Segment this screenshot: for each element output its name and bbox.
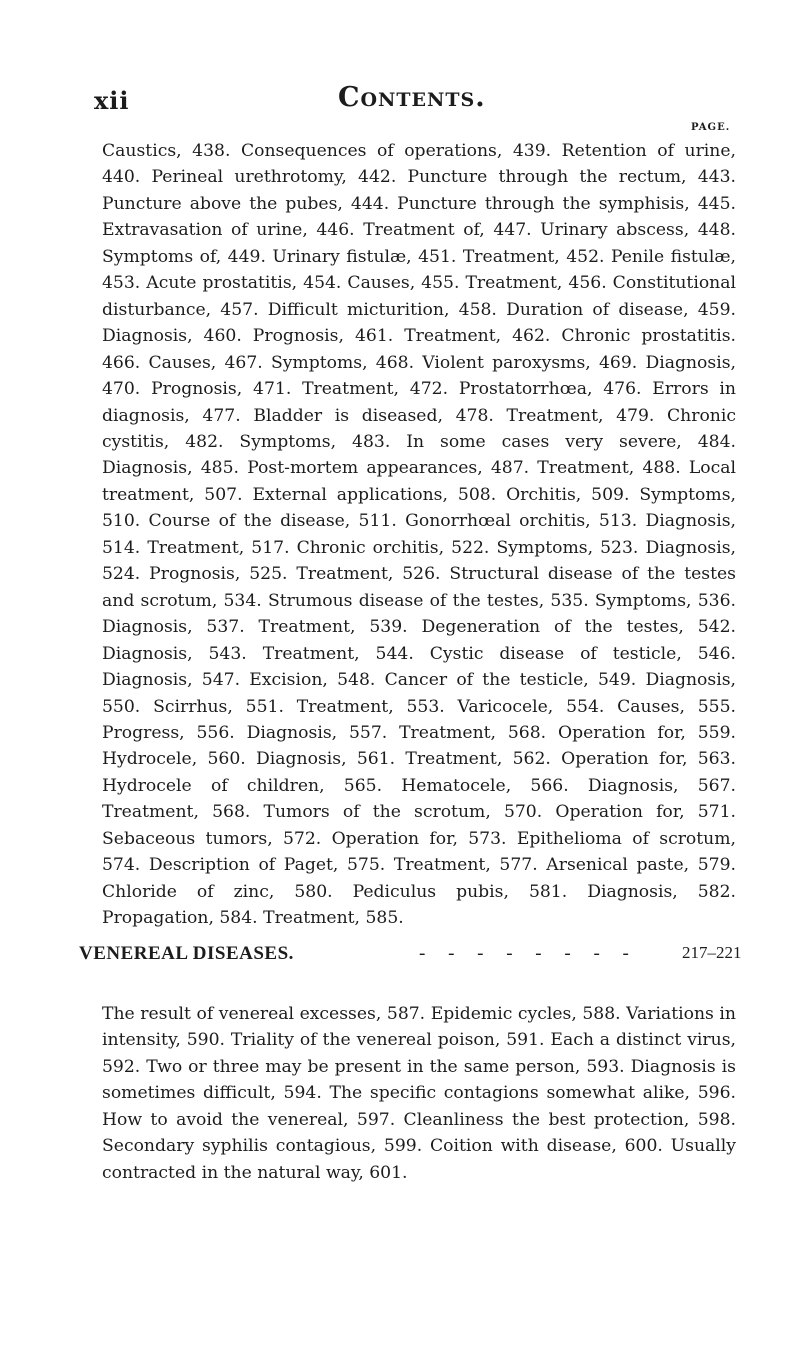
section-leader-dots: - - - - - - - -	[419, 943, 638, 964]
contents-paragraph-1: Caustics, 438. Consequences of operations, 439. Retention of urine, 440. Perineal urethrotomy, 442. Puncture through the rectum, 443. Puncture above the pubes, 444. Puncture through the symphisis, 445. Extravasation of urine, 446. Treatment of, 447. Urinary abscess, 448. Symptoms of, 449. Urinary fistulæ, 451. Treatment, 452. Penile fistulæ, 453. Acute prostatitis, 454. Causes, 455. Treatment, 456. Constitutional disturbance, 457. Difficult micturition, 458. Duration of disease, 459. Diagnosis, 460. Prognosis, 461. Treatment, 462. Chronic prostatitis. 466. Causes, 467. Symptoms, 468. Violent paroxysms, 469. Diagnosis, 470. Prognosis, 471. Treatment, 472. Prostatorrhœa, 476. Errors in diagnosis, 477. Bladder is diseased, 478. Treatment, 479. Chronic cystitis, 482. Symptoms, 483. In some cases very severe, 484. Diagnosis, 485. Post-mortem appearances, 487. Treatment, 488. Local treatment, 507. External applications, 508. Orchitis, 509. Symptoms, 510. Course of the disease, 511. Gonorrhœal orchitis, 513. Diagnosis, 514. Treatment, 517. Chronic orchitis, 522. Symptoms, 523. Diagnosis, 524. Prognosis, 525. Treatment, 526. Structural disease of the testes and scrotum, 534. Strumous disease of the testes, 535. Symptoms, 536. Diagnosis, 537. Treatment, 539. Degeneration of the testes, 542. Diagnosis, 543. Treatment, 544. Cystic disease of testicle, 546. Diagnosis, 547. Excision, 548. Cancer of the testicle, 549. Diagnosis, 550. Scirrhus, 551. Treatment, 553. Varicocele, 554. Causes, 555. Progress, 556. Diagnosis, 557. Treatment, 568. Operation for, 559. Hydrocele, 560. Diagnosis, 561. Treatment, 562. Operation for, 563. Hydrocele of children, 565. Hematocele, 566. Diagnosis, 567. Treatment, 568. Tumors of the scrotum, 570. Operation for, 571. Sebaceous tumors, 572. Operation for, 573. Epithelioma of scrotum, 574. Description of Paget, 575. Treatment, 577. Arsenical paste, 579. Chloride of zinc, 580. Pediculus pubis, 581. Diagnosis, 582. Propagation, 584. Treatment, 585.	[102, 141, 736, 929]
page-column-label: PAGE.	[691, 122, 731, 133]
section-page-range: 217–221	[682, 943, 742, 962]
page-folio: xii	[94, 86, 130, 115]
page-header	[0, 78, 801, 118]
contents-paragraph-2: The result of venereal excesses, 587. Epidemic cycles, 588. Variations in intensity, 590. Triality of the venereal poison, 591. Each a distinct virus, 592. Two or three may be present in the same person, 593. Diagnosis is sometimes difficult, 594. The specific contagions somewhat alike, 596. How to avoid the venereal, 597. Cleanliness the best protection, 598. Secondary syphilis contagious, 599. Coition with disease, 600. Usually contracted in the natural way, 601.	[102, 1004, 736, 1183]
section-heading	[79, 943, 759, 975]
running-title: Contents.	[338, 82, 486, 113]
section-title: VENEREAL DISEASES.	[79, 943, 294, 964]
